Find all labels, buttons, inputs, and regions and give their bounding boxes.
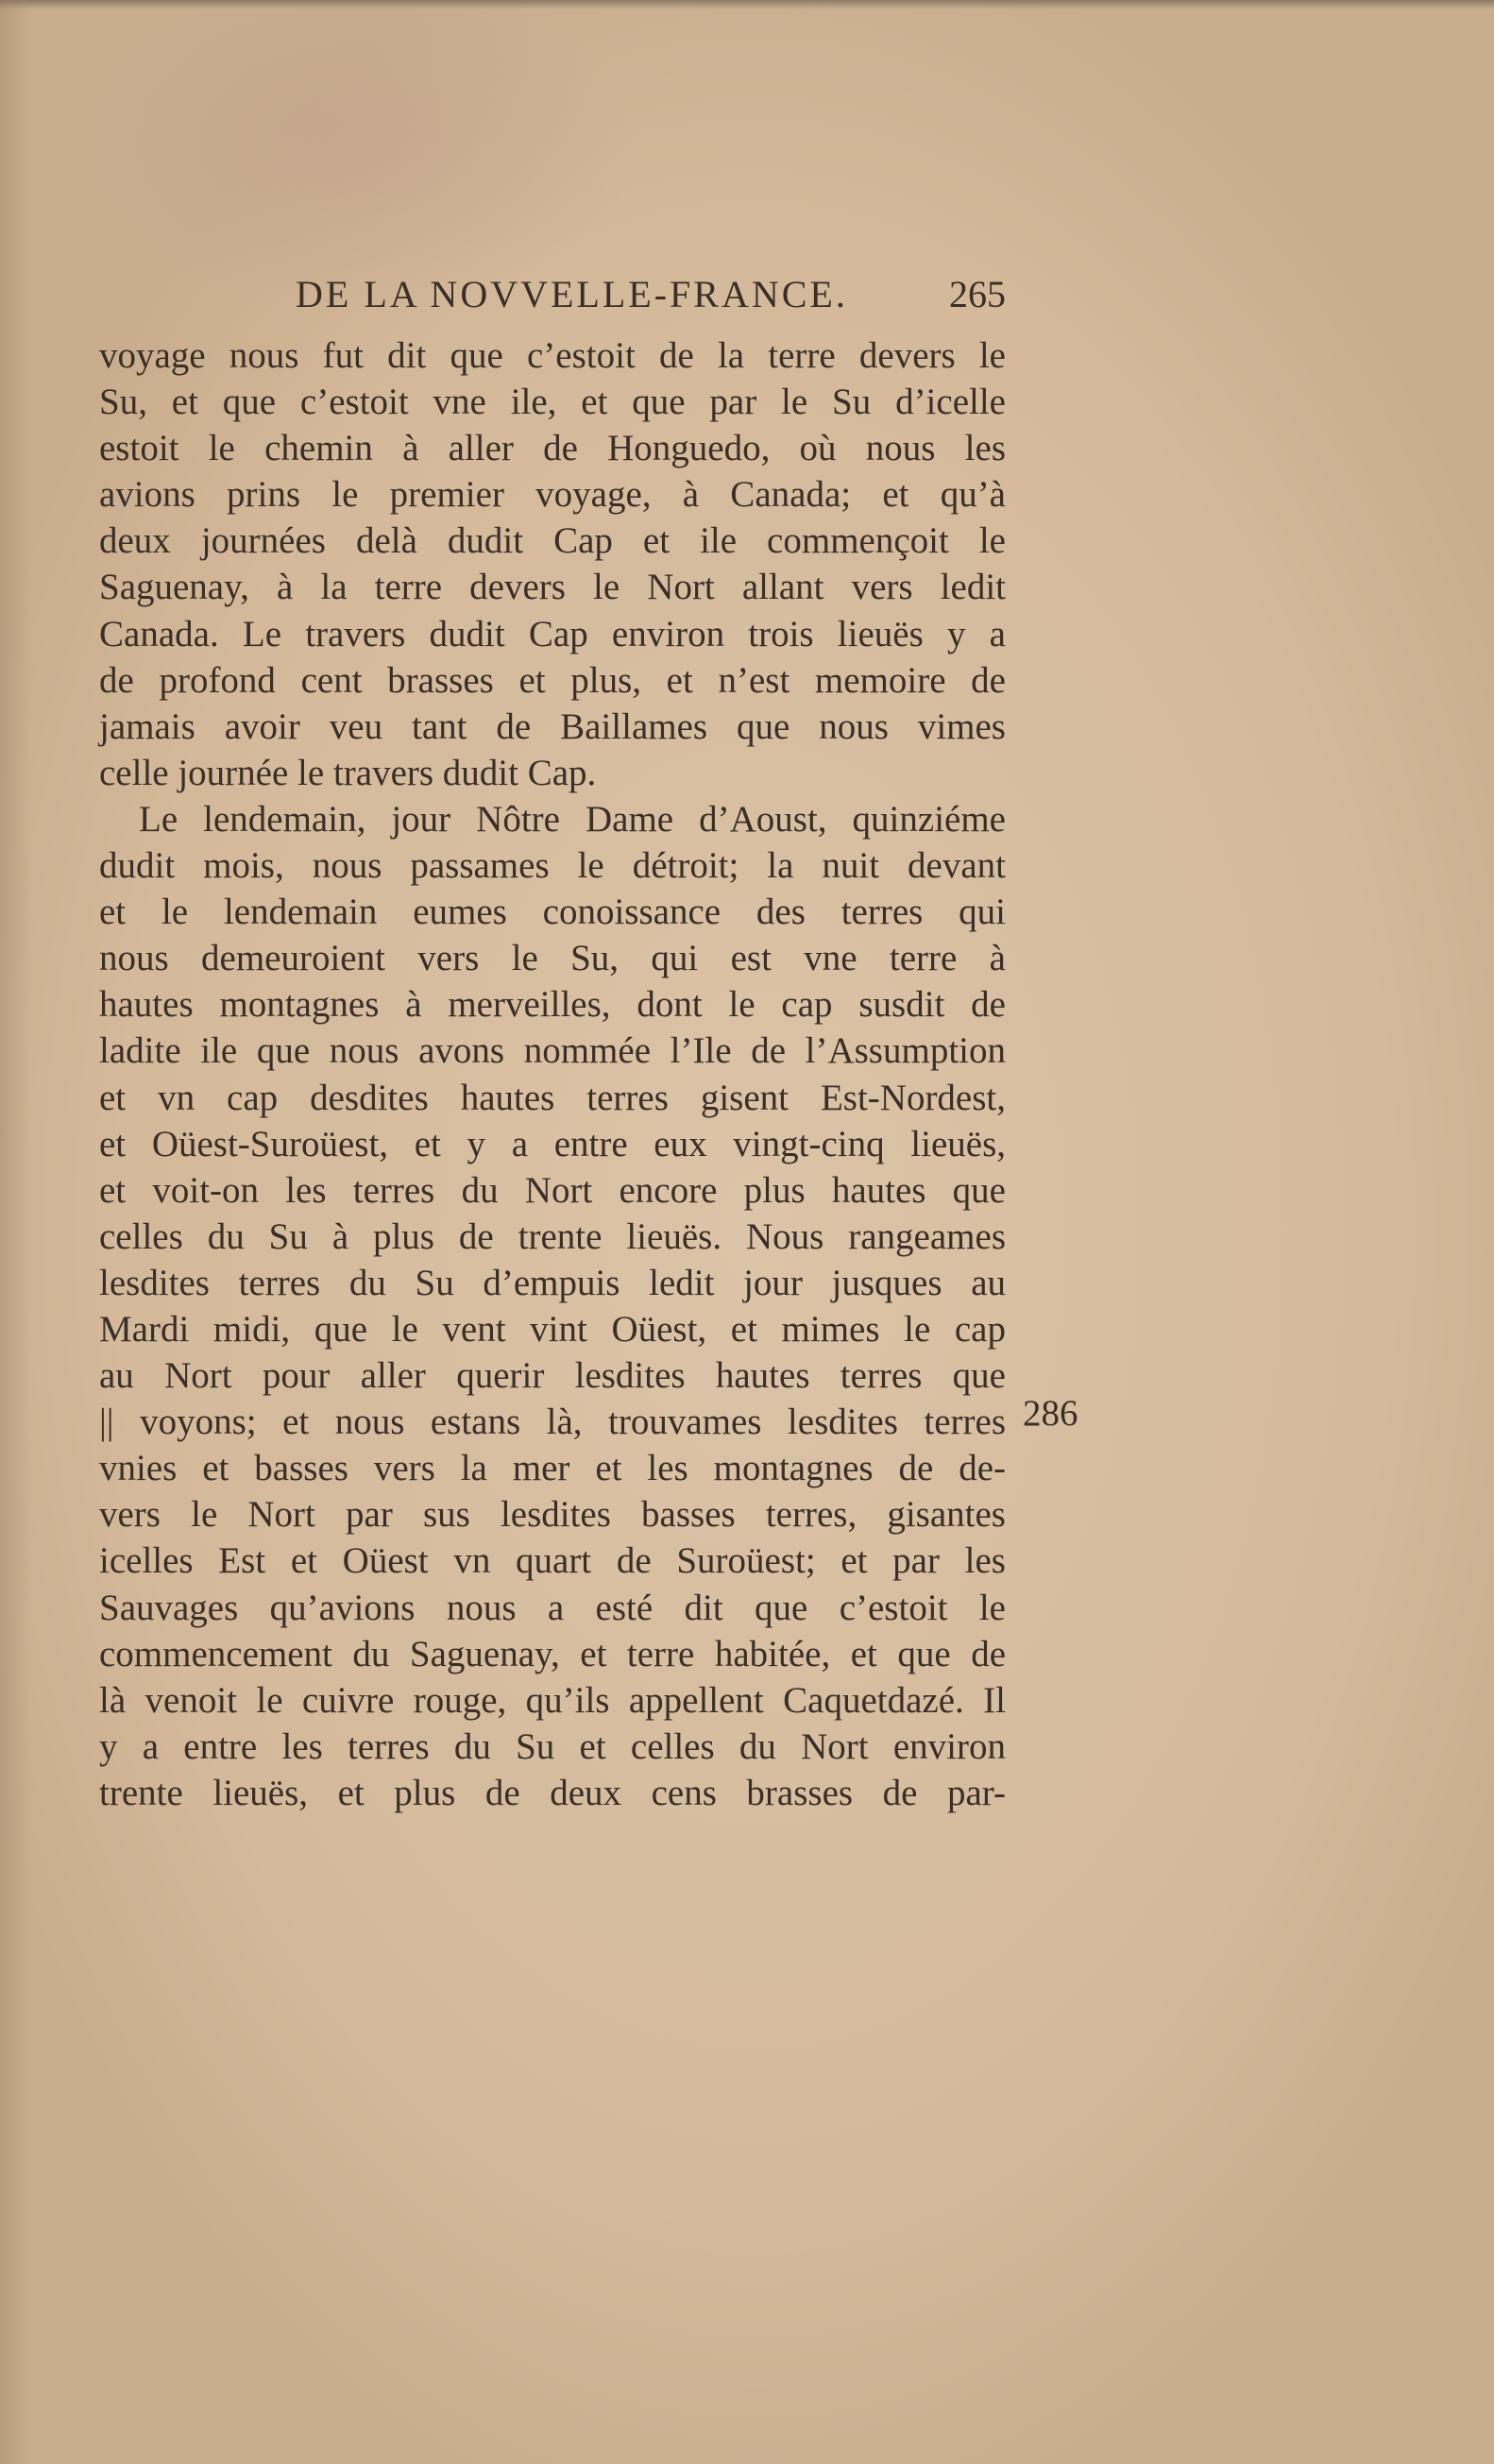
text-line: au Nort pour aller querir lesdites hautes terres que	[99, 1355, 1006, 1397]
text-line: trente lieuës, et plus de deux cens brasses de par-	[99, 1772, 1006, 1813]
text-line: vers le Nort par sus lesdites basses terres, gisantes	[99, 1494, 1006, 1536]
text-line: Canada. Le travers dudit Cap environ trois lieuës y a	[99, 613, 1006, 654]
text-line: Su, et que c’estoit vne ile, et que par le Su d’icelle	[99, 382, 1006, 423]
text-line: ladite ile que nous avons nommée l’Ile de l’Assumption	[99, 1030, 1006, 1072]
body-text	[99, 332, 1006, 1816]
text-line: || voyons; et nous estans là, trouvames lesdites terres	[99, 1402, 1006, 1443]
text-line: dudit mois, nous passames le détroit; la nuit devant	[99, 845, 1006, 887]
text-line: Mardi midi, que le vent vint Oüest, et mimes le cap	[99, 1308, 1006, 1350]
text-line: et vn cap desdites hautes terres gisent Est-Nordest,	[99, 1077, 1006, 1118]
margin-page-reference: 286	[1023, 1393, 1078, 1434]
text-line: deux journées delà dudit Cap et ile commençoit le	[99, 520, 1006, 562]
text-line: celle journée le travers dudit Cap.	[99, 752, 597, 793]
text-line: voyage nous fut dit que c’estoit de la terre devers le	[99, 335, 1006, 376]
text-line: nous demeuroient vers le Su, qui est vne terre à	[99, 938, 1006, 979]
text-line: y a entre les terres du Su et celles du Nort environ	[99, 1725, 1006, 1767]
text-line: celles du Su à plus de trente lieuës. Nous rangeames	[99, 1215, 1006, 1257]
page-number: 265	[949, 273, 1006, 315]
text-line: icelles Est et Oüest vn quart de Suroüest; et par les	[99, 1540, 1006, 1582]
text-line: jamais avoir veu tant de Baillames que nous vimes	[99, 705, 1006, 747]
text-line: et Oüest-Suroüest, et y a entre eux vingt-cinq lieuës,	[99, 1123, 1006, 1164]
text-line: Le lendemain, jour Nôtre Dame d’Aoust, quinziéme	[139, 798, 1006, 840]
text-line: hautes montagnes à merveilles, dont le cap susdit de	[99, 984, 1006, 1026]
running-title: DE LA NOVVELLE-FRANCE.	[296, 273, 848, 315]
text-line: vnies et basses vers la mer et les montagnes de de-	[99, 1448, 1006, 1489]
text-line: de profond cent brasses et plus, et n’est memoire de	[99, 659, 1006, 701]
text-line: et le lendemain eumes conoissance des terres qui	[99, 892, 1006, 933]
text-line: avions prins le premier voyage, à Canada; et qu’à	[99, 474, 1006, 516]
text-line: Sauvages qu’avions nous a esté dit que c’estoit le	[99, 1587, 1006, 1628]
text-line: et voit-on les terres du Nort encore plus hautes que	[99, 1169, 1006, 1211]
page-top-edge	[0, 0, 1494, 9]
text-line: estoit le chemin à aller de Honguedo, où nous les	[99, 428, 1006, 469]
text-line: Saguenay, à la terre devers le Nort allant vers ledit	[99, 567, 1006, 608]
text-line: là venoit le cuivre rouge, qu’ils appellent Caquetdazé. Il	[99, 1679, 1006, 1721]
page-header	[99, 272, 1006, 319]
text-line: lesdites terres du Su d’empuis ledit jour jusques au	[99, 1262, 1006, 1303]
page-left-edge	[0, 0, 32, 2464]
text-line: commencement du Saguenay, et terre habitée, et que de	[99, 1633, 1006, 1674]
